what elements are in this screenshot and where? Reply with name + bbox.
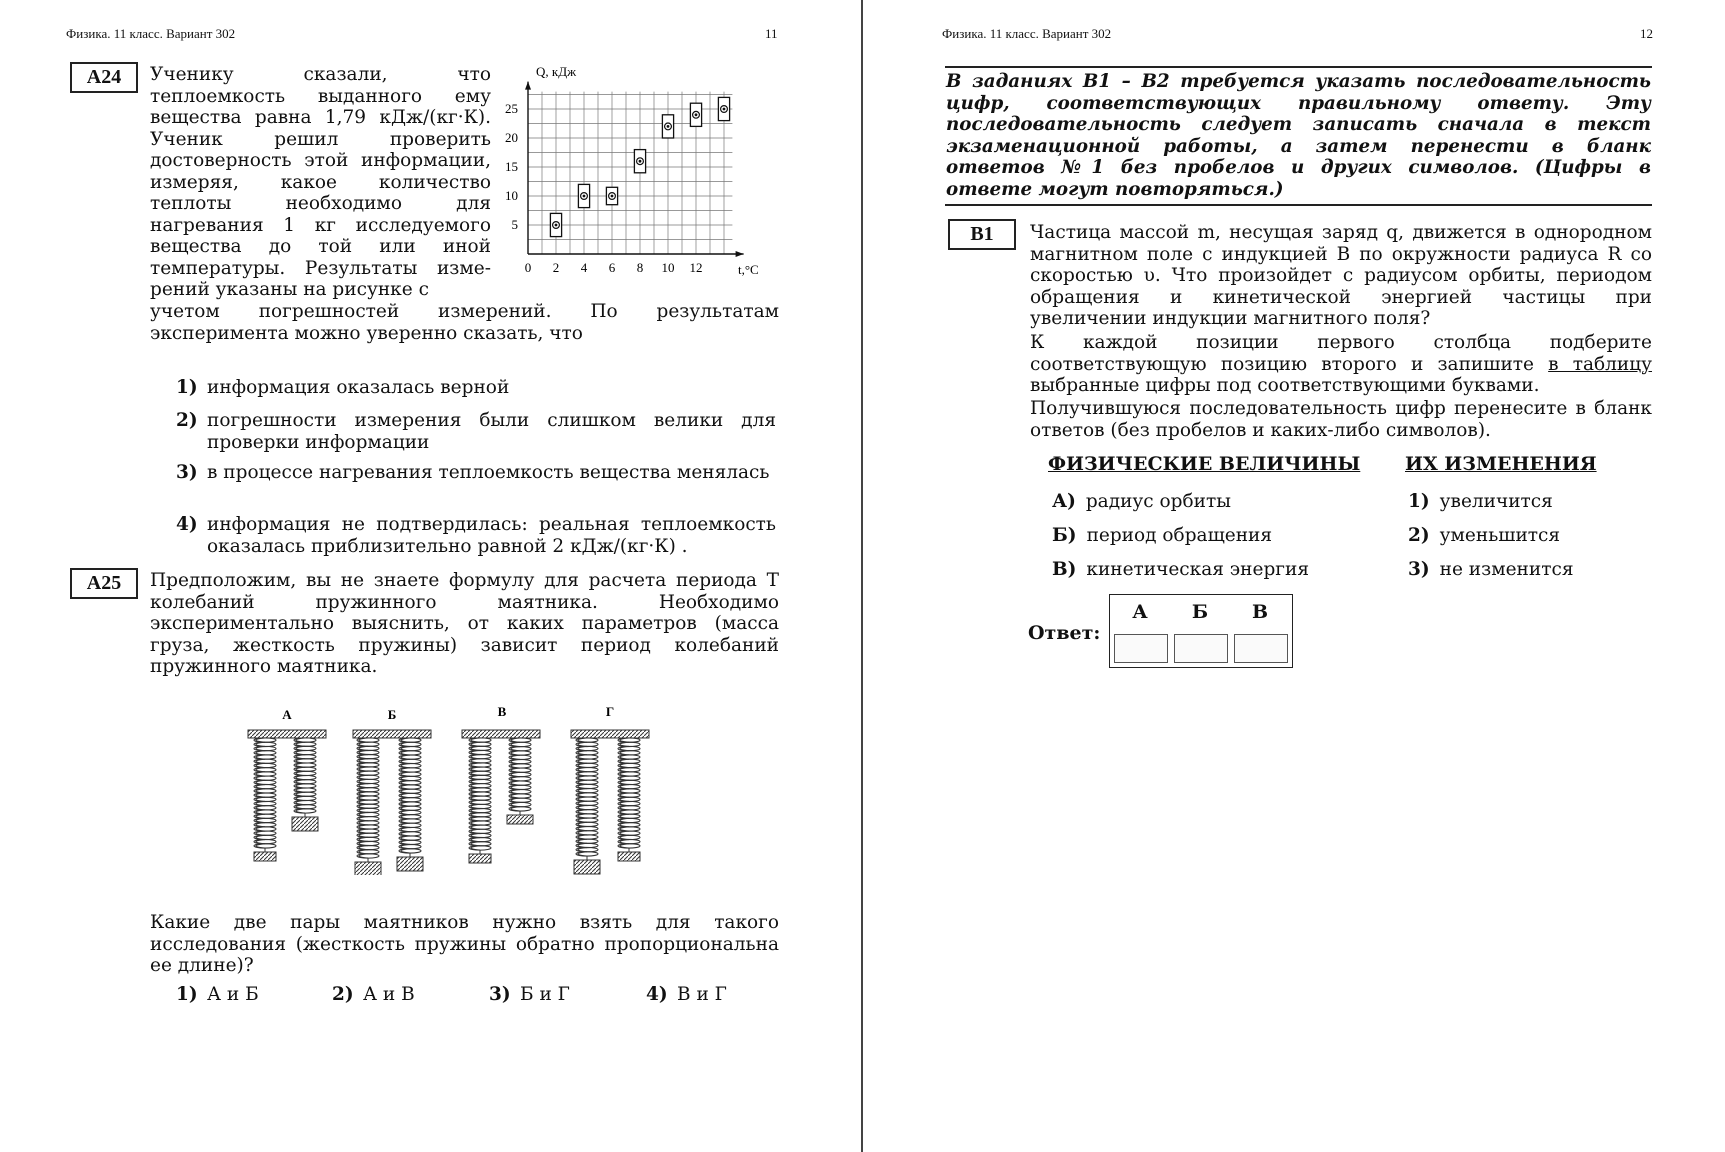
quantity-v [1052, 559, 1309, 580]
instruction-top-rule [945, 66, 1652, 68]
a24-option-1-num: 1) [176, 377, 198, 398]
pendulum-label-g: Г [605, 704, 615, 719]
b1-p2-before: К каждой позиции первого столбца подберите соответствующую позицию второго и запишите [1030, 332, 1652, 375]
a25-option-1-num: 1) [176, 984, 198, 1005]
pendulum-label-a: А [282, 707, 292, 722]
x-tick-label: 2 [552, 260, 560, 275]
a24-option-4[interactable] [176, 514, 776, 557]
chart-x-axis-label: t,°C [738, 262, 759, 277]
a24-option-3-text: в процессе нагревания теплоемкость вещества менялась [207, 462, 770, 483]
col-left-title: ФИЗИЧЕСКИЕ ВЕЛИЧИНЫ [1048, 453, 1361, 475]
quantity-b [1052, 525, 1272, 546]
x-axis-arrow [736, 251, 744, 257]
x-tick-label: 12 [689, 260, 703, 275]
chart-y-axis-label: Q, кДж [536, 64, 577, 79]
spring-coil [509, 794, 531, 798]
pendulum-support-a [248, 730, 326, 738]
a25-option-3-num: 3) [489, 984, 511, 1005]
a25-option-4[interactable] [646, 984, 776, 1006]
spring-coil [509, 802, 531, 806]
right-page-header: Физика. 11 класс. Вариант 302 [942, 26, 1112, 41]
answer-cell-a[interactable] [1114, 634, 1168, 663]
change-1 [1408, 491, 1553, 512]
y-tick-label: 5 [511, 217, 518, 232]
data-point-center [667, 125, 670, 128]
a25-question: Какие две пары маятников нужно взять для такого исследования (жесткость пружины обратно пропорциональна ее длине)? [150, 912, 779, 976]
pendulum-support-v [462, 730, 540, 738]
quantity-b-key: Б) [1052, 525, 1077, 546]
a25-option-4-num: 4) [646, 984, 668, 1005]
quantity-a-key: А) [1052, 491, 1076, 512]
a25-option-2-num: 2) [332, 984, 354, 1005]
change-2-key: 2) [1408, 525, 1430, 546]
a24-option-3[interactable] [176, 462, 776, 484]
x-tick-label: 8 [636, 260, 644, 275]
data-point-center [695, 113, 698, 116]
a24-option-4-text: информация не подтвердилась: реальная теплоемкость оказалась приблизительно равной 2 кДж/(кг·К) . [207, 514, 776, 557]
spring-coil [509, 747, 531, 751]
a24-chart [500, 56, 785, 286]
right-page-number: 12 [1640, 26, 1653, 41]
a24-text-wide: учетом погрешностей измерений. По результатам эксперимента можно уверенно сказать, что [150, 301, 779, 344]
weight [574, 860, 600, 874]
b1-paragraph-3: Получившуюся последовательность цифр перенесите в бланк ответов (без пробелов и каких-либо символов). [1030, 398, 1652, 441]
answer-label: Ответ: [1028, 622, 1101, 644]
a25-option-3-text: Б и Г [520, 984, 570, 1005]
a25-option-4-text: В и Г [677, 984, 727, 1005]
weight [254, 852, 276, 861]
a24-text-narrow: Ученику сказали, что теплоемкость выданного ему вещества равна 1,79 кДж/(кг·К). Ученик решил проверить достоверность этой информации, измеряя, какое количество теплоты необходимо для нагревания 1 кг исследуемого вещества до той или иной температуры. Результаты измерений указаны на рисунке с [150, 64, 491, 300]
spring-coil [509, 772, 531, 776]
change-3 [1408, 559, 1574, 580]
a24-option-2-text: погрешности измерения были слишком велики для проверки информации [207, 410, 776, 453]
weight [397, 857, 423, 871]
b1-paragraph-1: Частица массой m, несущая заряд q, движется в однородном магнитном поле с индукцией B по окружности радиуса R со скоростью υ. Что произойдет с радиусом орбиты, периодом обращения и кинетической энергией частицы при увеличении индукции магнитного поля? [1030, 222, 1652, 329]
page-divider [861, 0, 863, 1152]
answer-col-v-header: В [1251, 601, 1269, 623]
answer-table [1109, 594, 1293, 668]
data-point-center [611, 195, 614, 198]
a24-option-3-num: 3) [176, 462, 198, 483]
spring-coil [509, 738, 531, 742]
spring-coil [509, 742, 531, 746]
col-right-title: ИХ ИЗМЕНЕНИЯ [1405, 453, 1597, 475]
a25-option-3[interactable] [489, 984, 619, 1006]
a24-option-1-text: информация оказалась верной [207, 377, 510, 398]
data-point-center [639, 160, 642, 163]
x-tick-label: 4 [580, 260, 588, 275]
spring-coil [509, 789, 531, 793]
change-2-text: уменьшится [1439, 525, 1561, 546]
left-page-header: Физика. 11 класс. Вариант 302 [66, 26, 236, 41]
a24-option-2-num: 2) [176, 410, 198, 431]
spring-coil [509, 781, 531, 785]
question-label-a25: A25 [70, 568, 138, 599]
quantity-a-text: радиус орбиты [1085, 491, 1231, 512]
spring-coil [509, 759, 531, 763]
x-tick-label: 10 [661, 260, 675, 275]
y-tick-label: 20 [505, 130, 518, 145]
change-3-text: не изменится [1439, 559, 1574, 580]
a25-option-1-text: А и Б [207, 984, 259, 1005]
b1-p2-after: выбранные цифры под соответствующими буквами. [1030, 375, 1540, 396]
change-2 [1408, 525, 1560, 546]
x-tick-label: 0 [524, 260, 532, 275]
answer-cell-v[interactable] [1234, 634, 1288, 663]
spring-coil [509, 764, 531, 768]
pendulums-figure [240, 700, 660, 875]
y-tick-label: 10 [505, 188, 518, 203]
pendulum-support-g [571, 730, 649, 738]
b-section-instruction: В заданиях В1 – В2 требуется указать последовательность цифр, соответствующих правильному ответу. Эту последовательность следует записать сначала в текст экзаменационной работы, а затем перенести в бланк ответов №1 без пробелов и других символов. (Цифры в ответе могут повторяться.) [946, 71, 1651, 200]
spring-coil [509, 751, 531, 755]
answer-col-a-header: А [1132, 601, 1148, 623]
weight [507, 815, 533, 824]
quantity-v-text: кинетическая энергия [1086, 559, 1309, 580]
weight [355, 862, 381, 875]
question-label-b1: B1 [948, 219, 1016, 250]
data-point-center [555, 224, 558, 227]
left-page-number: 11 [765, 26, 778, 41]
spring-coil [509, 798, 531, 802]
pendulum-label-b: Б [387, 707, 397, 722]
a24-option-2[interactable] [176, 410, 776, 453]
change-1-key: 1) [1408, 491, 1430, 512]
pendulum-label-v: В [497, 704, 507, 719]
weight [469, 854, 491, 863]
a24-option-4-num: 4) [176, 514, 198, 535]
spring [511, 738, 520, 811]
answer-cell-b[interactable] [1174, 634, 1228, 663]
springs [254, 738, 640, 875]
spring-coil [509, 807, 531, 811]
a24-option-1[interactable] [176, 377, 776, 399]
pendulum-support-b [353, 730, 431, 738]
question-label-a24: A24 [70, 62, 138, 93]
spring [359, 738, 368, 858]
answer-col-b-header: Б [1191, 601, 1209, 623]
b1-paragraph-2 [1030, 332, 1652, 397]
y-tick-label: 15 [505, 159, 518, 174]
change-1-text: увеличится [1439, 491, 1553, 512]
spring-coil [509, 768, 531, 772]
y-axis-arrow [525, 82, 531, 90]
data-point-center [723, 108, 726, 111]
spring-coil [509, 777, 531, 781]
y-tick-label: 25 [505, 101, 518, 116]
b1-p2-link: в таблицу [1548, 353, 1652, 375]
data-point-center [583, 195, 586, 198]
a25-text: Предположим, вы не знаете формулу для расчета периода T колебаний пружинного маятника. Необходимо экспериментально выяснить, от каких параметров (масса груза, жесткость пружины) зависит период колебаний пружинного маятника. [150, 570, 779, 677]
instruction-bottom-rule [945, 204, 1652, 206]
weight [618, 852, 640, 861]
quantity-v-key: В) [1052, 559, 1077, 580]
spring-coil [509, 785, 531, 789]
spring-coil [509, 755, 531, 759]
x-tick-label: 6 [608, 260, 616, 275]
a25-option-2-text: А и В [363, 984, 415, 1005]
weight [292, 817, 318, 831]
a25-option-1[interactable] [176, 984, 306, 1006]
quantity-a [1052, 491, 1231, 512]
change-3-key: 3) [1408, 559, 1430, 580]
quantity-b-text: период обращения [1086, 525, 1273, 546]
a25-option-2[interactable] [332, 984, 462, 1006]
